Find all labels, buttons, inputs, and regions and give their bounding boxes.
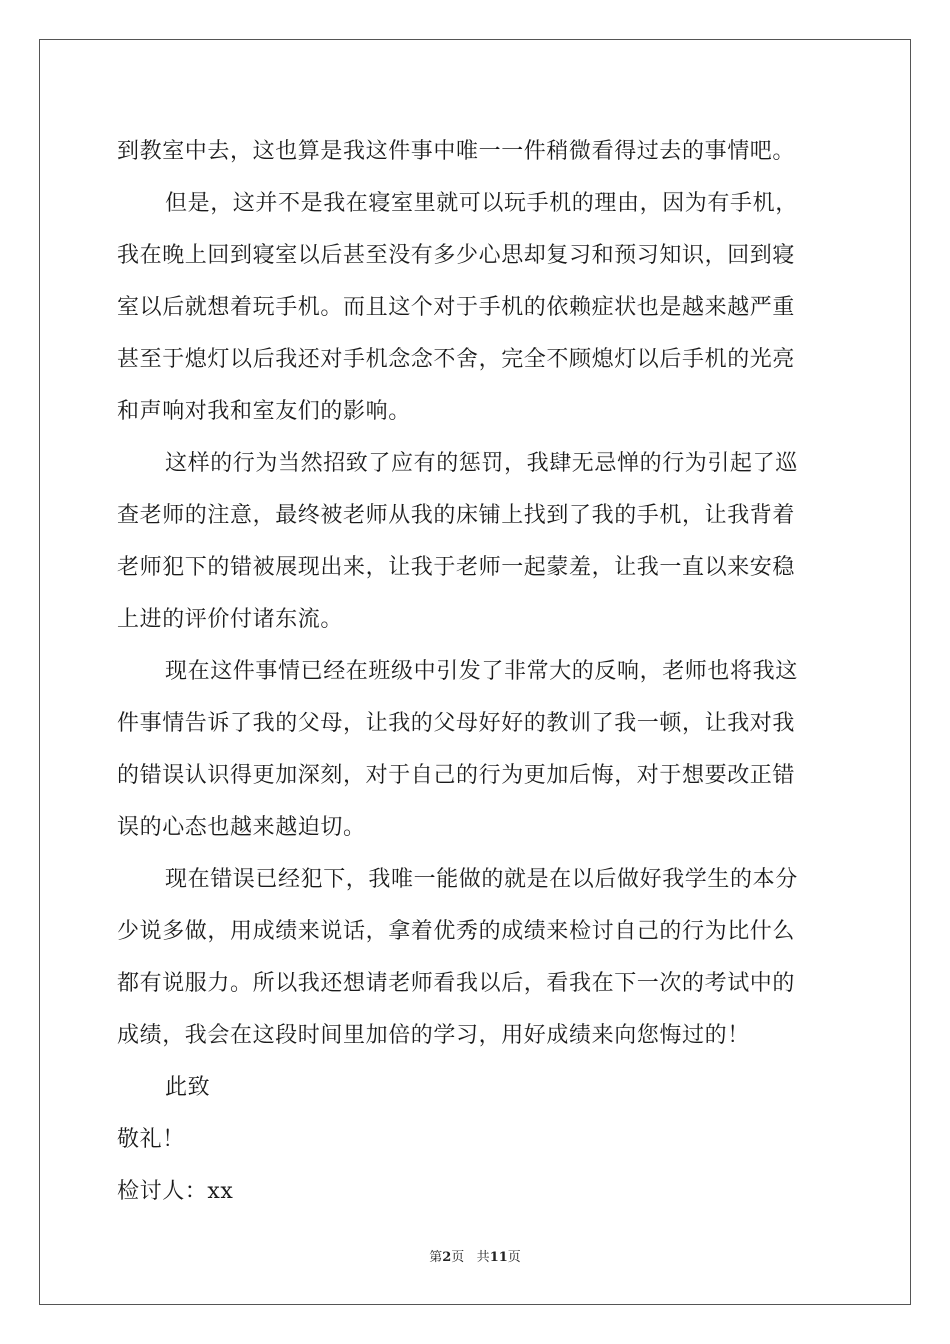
text-line: 我在晚上回到寝室以后甚至没有多少心思却复习和预习知识，回到寝	[117, 243, 796, 268]
footer-total-prefix: 共	[476, 1250, 490, 1265]
text-line: 这样的行为当然招致了应有的惩罚，我肆无忌惮的行为引起了巡	[165, 451, 798, 476]
footer-total-suffix: 页	[507, 1250, 521, 1265]
closing-salutation: 此致	[165, 1075, 211, 1100]
text-line: 老师犯下的错被展现出来，让我于老师一起蒙羞，让我一直以来安稳	[117, 555, 796, 580]
text-line: 成绩，我会在这段时间里加倍的学习，用好成绩来向您悔过的！	[117, 1023, 750, 1048]
text-line: 上进的评价付诸东流。	[117, 607, 344, 632]
text-line: 但是，这并不是我在寝室里就可以玩手机的理由，因为有手机，	[165, 191, 798, 216]
footer-page-suffix: 页	[451, 1250, 465, 1265]
total-page-count: 11	[489, 1250, 508, 1265]
text-line: 误的心态也越来越迫切。	[117, 815, 366, 840]
text-line: 少说多做，用成绩来说话，拿着优秀的成绩来检讨自己的行为比什么	[117, 919, 796, 944]
text-line: 现在这件事情已经在班级中引发了非常大的反响，老师也将我这	[165, 659, 798, 684]
text-line: 查老师的注意，最终被老师从我的床铺上找到了我的手机，让我背着	[117, 503, 796, 528]
page-number-footer	[0, 1246, 950, 1265]
text-line: 和声响对我和室友们的影响。	[117, 399, 411, 424]
text-line: 现在错误已经犯下，我唯一能做的就是在以后做好我学生的本分	[165, 867, 798, 892]
document-body	[117, 126, 837, 1218]
text-line: 室以后就想着玩手机。而且这个对于手机的依赖症状也是越来越严重	[117, 295, 796, 320]
text-line: 到教室中去，这也算是我这件事中唯一一件稍微看得过去的事情吧。	[117, 139, 796, 164]
footer-prefix: 第	[429, 1250, 443, 1265]
signature-line: 检讨人：xx	[117, 1179, 234, 1204]
text-line: 甚至于熄灯以后我还对手机念念不舍，完全不顾熄灯以后手机的光亮	[117, 347, 796, 372]
text-line: 都有说服力。所以我还想请老师看我以后，看我在下一次的考试中的	[117, 971, 796, 996]
text-line: 的错误认识得更加深刻，对于自己的行为更加后悔，对于想要改正错	[117, 763, 796, 788]
closing-regards: 敬礼！	[117, 1127, 185, 1152]
text-line: 件事情告诉了我的父母，让我的父母好好的教训了我一顿，让我对我	[117, 711, 796, 736]
current-page-number: 2	[442, 1250, 452, 1265]
